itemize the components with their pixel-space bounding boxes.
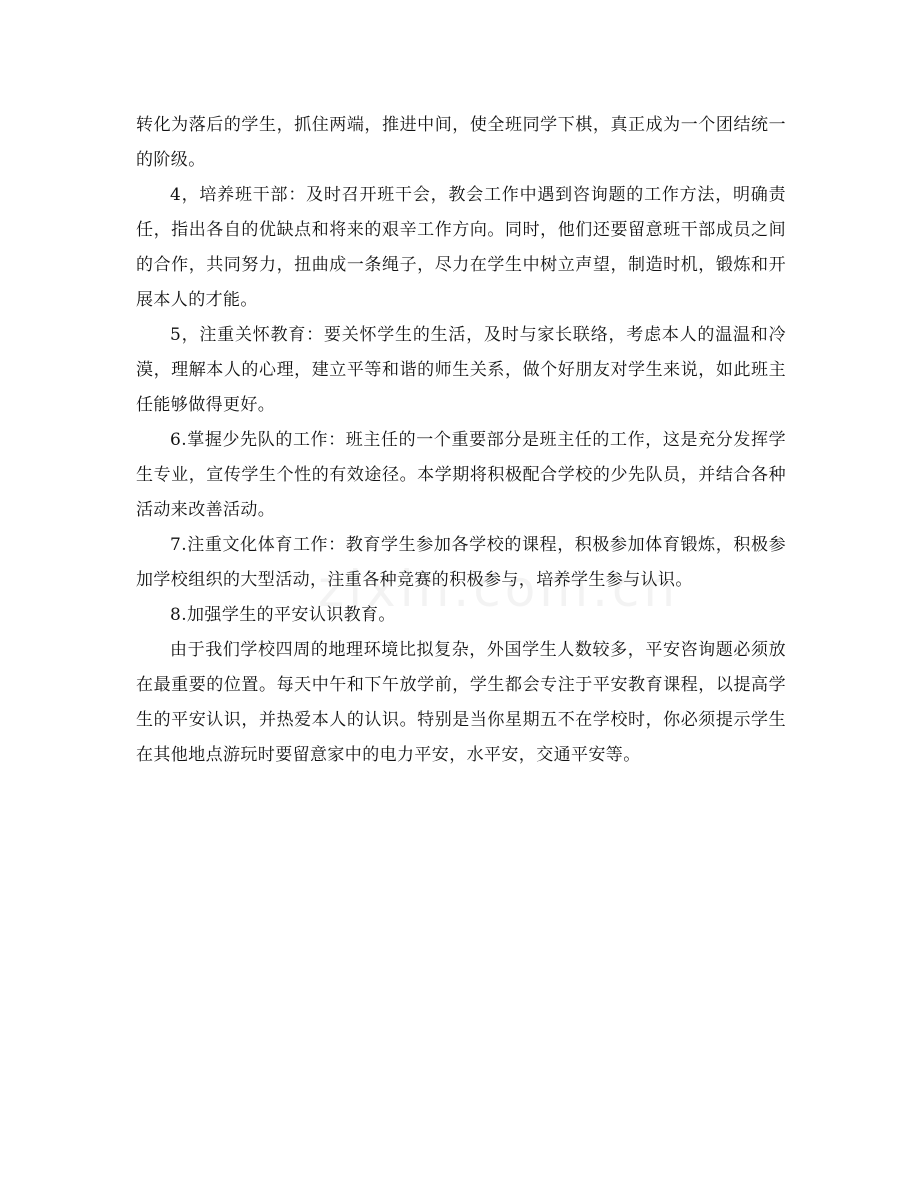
paragraph-item-5: 5，注重关怀教育：要关怀学生的生活，及时与家长联络，考虑本人的温温和冷漠，理解本人的心理，建立平等和谐的师生关系，做个好朋友对学生来说，如此班主任能够做得更好。	[136, 325, 786, 415]
paragraph-item-7: 7.注重文化体育工作：教育学生参加各学校的课程，积极参加体育锻炼，积极参加学校组织的大型活动，注重各种竞赛的积极参与，培养学生参与认识。	[136, 535, 786, 590]
document-body	[136, 108, 786, 773]
paragraph-item-8: 8.加强学生的平安认识教育。	[170, 605, 396, 625]
paragraph-continuation: 转化为落后的学生，抓住两端，推进中间，使全班同学下棋，真正成为一个团结统一的阶级。	[136, 115, 786, 170]
paragraph-safety-details: 由于我们学校四周的地理环境比拟复杂，外国学生人数较多，平安咨询题必须放在最重要的位置。每天中午和下午放学前，学生都会专注于平安教育课程，以提高学生的平安认识，并热爱本人的认识。特别是当你星期五不在学校时，你必须提示学生在其他地点游玩时要留意家中的电力平安，水平安，交通平安等。	[136, 640, 786, 765]
paragraph-item-6: 6.掌握少先队的工作：班主任的一个重要部分是班主任的工作，这是充分发挥学生专业，宣传学生个性的有效途径。本学期将积极配合学校的少先队员，并结合各种活动来改善活动。	[136, 430, 786, 520]
paragraph-item-4: 4，培养班干部：及时召开班干会，教会工作中遇到咨询题的工作方法，明确责任，指出各自的优缺点和将来的艰辛工作方向。同时，他们还要留意班干部成员之间的合作，共同努力，扭曲成一条绳子，尽力在学生中树立声望，制造时机，锻炼和开展本人的才能。	[136, 185, 786, 310]
